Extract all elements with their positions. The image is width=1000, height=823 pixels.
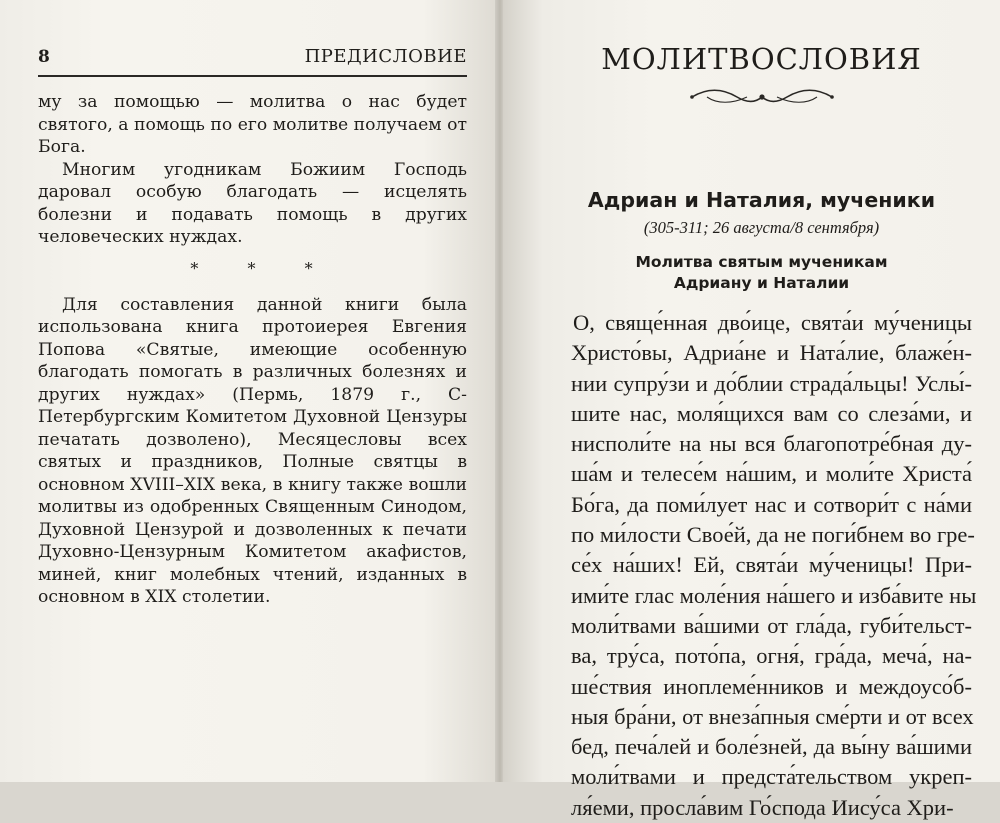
prayer-text <box>551 308 977 823</box>
prayer-line: ша́м и телесе́м на́шим, и моли́те Христа́ <box>571 461 972 487</box>
section-separator: * * * <box>190 258 335 278</box>
prayer-line: ныя бра́ни, от внеза́пныя сме́рти и от всех <box>571 703 974 729</box>
prayer-heading <box>551 252 972 294</box>
prayer-line: се́х на́ших! Ей, свята́и му́ченицы! При- <box>571 552 972 578</box>
prayer-line: нисполи́те на ны вся благопотре́бная ду- <box>571 431 972 457</box>
prayer-line: ля́еми, просла́вим Го́спода Иису́са Хри- <box>571 794 954 820</box>
prayer-heading-line: Молитва святым мученикам <box>635 253 888 271</box>
paragraph-2: Многим угодникам Божиим Господь даровал особую благодать — исцелять болезни и подавать помощь в других человеческих нуждах. <box>38 159 467 247</box>
prayer-line: Бо́га, да поми́лует нас и сотвори́т с на́ми <box>571 491 972 517</box>
running-head <box>38 46 467 77</box>
prayer-line: моли́твами ва́шими от гла́да, губи́тельст- <box>571 612 972 638</box>
prayer-line: шите нас, моля́щихся вам со слеза́ми, и <box>571 400 972 426</box>
right-page <box>503 0 1000 820</box>
saint-dates: (305-311; 26 августа/8 сентября) <box>643 218 880 237</box>
left-page <box>0 0 497 782</box>
paragraph-3: Для составления данной книги была использована книга протоиерея Евгения Попова «Святые, имеющие особенную благодать помогать в различных болезнях и других нуждах» (Пермь, 1879 г., С-Петербургским Комитетом Духовной Цензуры печатать дозволено), Месяцесловы всех святых и праздников, Полные святцы в основном XVIII–XIX века, в книгу также вошли молитвы из одобренных Священным Синодом, Духовной Цензурой и дозволенных к печати Духовно-Цензурным Комитетом акафистов, миней, книг молебных чтений, изданных в основном в XIX столетии. <box>38 294 467 607</box>
prayer-line: Христо́вы, Адриа́не и Ната́лие, блаже́н- <box>571 340 972 366</box>
saint-name: Адриан и Наталия, мученики <box>587 188 936 212</box>
prayer-line: ими́те глас моле́ния на́шего и изба́вите ны <box>571 582 977 608</box>
page-number: 8 <box>38 47 50 67</box>
paragraph-1: му за помощью — молитва о нас будет святого, а помощь по его молитве получаем от Бога. <box>38 92 467 157</box>
prayer-line: ше́ствия иноплеме́нников и междоусо́б- <box>571 673 972 699</box>
prayer-line: нии супру́зи и до́блии страда́льцы! Услы́- <box>571 370 972 396</box>
prayer-line: О, свяще́нная дво́ице, свята́и му́ченицы <box>573 310 972 335</box>
prayer-line: бед, печа́лей и боле́зней, да вы́ну ва́шими <box>571 734 972 760</box>
running-head-title: ПРЕДИСЛОВИЕ <box>304 46 467 67</box>
ornament-divider <box>687 86 837 108</box>
prayer-line: моли́твами и предста́тельством укреп- <box>571 764 972 790</box>
prayer-heading-line: Адриану и Наталии <box>673 274 850 292</box>
section-title: МОЛИТВОСЛОВИЯ <box>601 42 922 76</box>
prayer-line: ва, тру́са, пото́па, огня́, гра́да, меча́, на- <box>571 643 972 669</box>
prayer-line: по ми́лости Свое́й, да не поги́бнем во гре- <box>571 522 975 548</box>
